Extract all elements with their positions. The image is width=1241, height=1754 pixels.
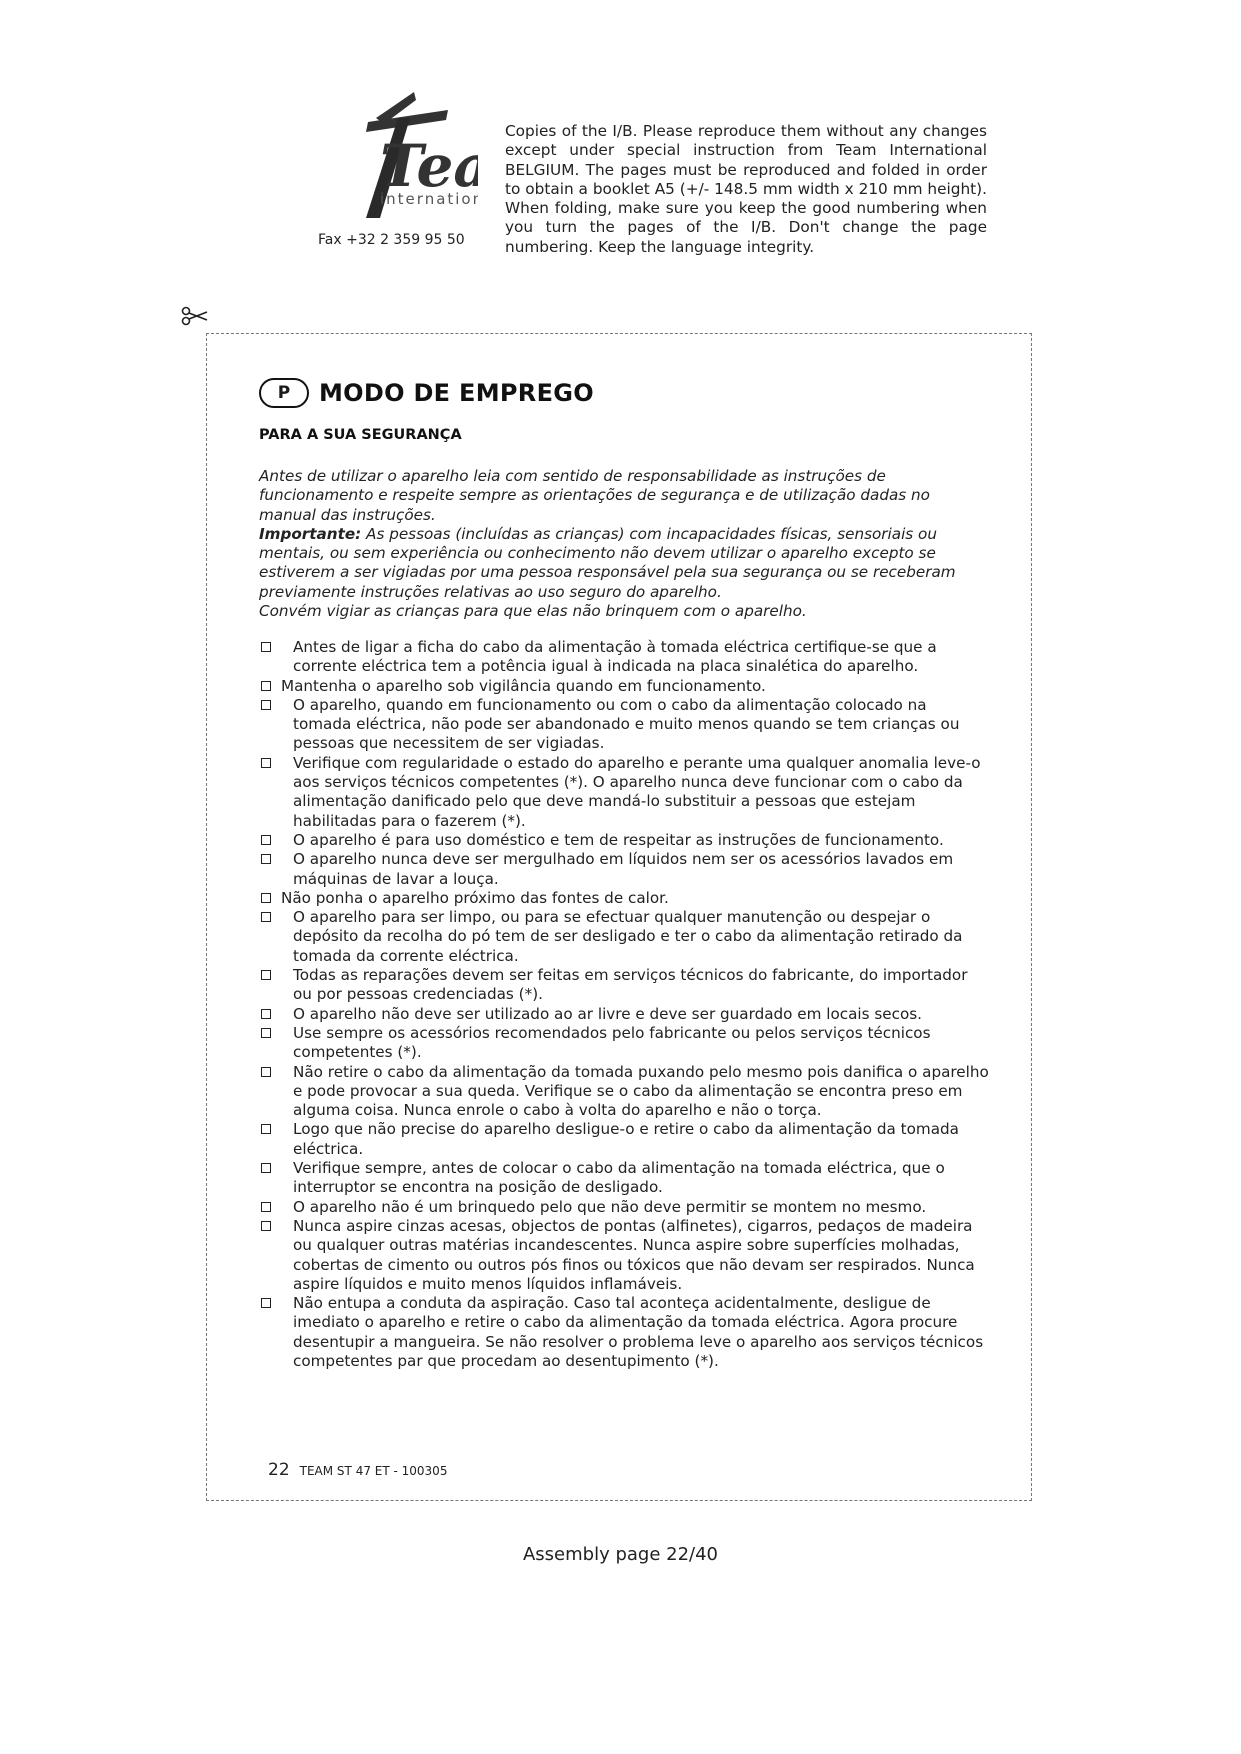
checkbox-bullet-icon [261, 758, 271, 768]
checkbox-bullet-icon [261, 1009, 271, 1019]
list-item: O aparelho não deve ser utilizado ao ar livre e deve ser guardado em locais secos. [259, 1005, 989, 1024]
checkbox-bullet-icon [261, 912, 271, 922]
list-item: O aparelho, quando em funcionamento ou com o cabo da alimentação colocado na tomada eléctrica, não pode ser abandonado e muito menos quando se tem crianças ou pessoas que necessitem de ser vigiadas. [259, 696, 989, 754]
logo-wordmark: Te [380, 132, 454, 200]
manual-heading [259, 376, 594, 410]
checkbox-bullet-icon [261, 854, 271, 864]
children-note: Convém vigiar as crianças para que elas não brinquem com o aparelho. [259, 602, 807, 621]
safety-bullet-list [259, 638, 989, 1371]
checkbox-bullet-icon [261, 1124, 271, 1134]
scissors-icon [180, 305, 210, 327]
document-code: TEAM ST 47 ET - 100305 [299, 1464, 448, 1478]
checkbox-bullet-icon [261, 1298, 271, 1308]
list-item: Antes de ligar a ficha do cabo da alimentação à tomada eléctrica certifique-se que a corrente eléctrica tem a potência igual à indicada na placa sinalética do aparelho. [259, 638, 989, 677]
checkbox-bullet-icon [261, 893, 271, 903]
list-item: Logo que não precise do aparelho desligue-o e retire o cabo da alimentação da tomada eléctrica. [259, 1120, 989, 1159]
list-item: Verifique sempre, antes de colocar o cabo da alimentação na tomada eléctrica, que o interruptor se encontra na posição de desligado. [259, 1159, 989, 1198]
checkbox-bullet-icon [261, 700, 271, 710]
list-item: Nunca aspire cinzas acesas, objectos de pontas (alfinetes), cigarros, pedaços de madeira ou qualquer outras matérias incandescentes. Nunca aspire sobre superfícies molhadas, cobertas de cimento ou outros pós finos ou tóxicos que não devam ser respirados. Nunca aspire líquidos e muito menos líquidos inflamáveis. [259, 1217, 989, 1294]
list-item: O aparelho é para uso doméstico e tem de respeitar as instruções de funcionamento. [259, 831, 989, 850]
list-item: Não ponha o aparelho próximo das fontes de calor. [259, 889, 989, 908]
important-paragraph [259, 525, 959, 602]
important-label: Importante: [259, 524, 362, 543]
list-item: Verifique com regularidade o estado do aparelho e perante uma qualquer anomalia leve-o aos serviços técnicos competentes (*). O aparelho nunca deve funcionar com o cabo da alimentação danificado pelo que deve mandá-lo substituir a pessoas que estejam habilitadas para o fazerem (*). [259, 754, 989, 831]
checkbox-bullet-icon [261, 835, 271, 845]
page-number: 22 [268, 1460, 290, 1480]
checkbox-bullet-icon [261, 1221, 271, 1231]
intro-paragraph: Antes de utilizar o aparelho leia com sentido de responsabilidade as instruções de funcionamento e respeite sempre as orientações de segurança e de utilização dadas no manual das instruções. [259, 467, 930, 524]
language-badge: P [259, 378, 309, 408]
list-item: O aparelho não é um brinquedo pelo que não deve permitir se montem no mesmo. [259, 1198, 989, 1217]
checkbox-bullet-icon [261, 1067, 271, 1077]
list-item: O aparelho nunca deve ser mergulhado em líquidos nem ser os acessórios lavados em máquinas de lavar a louça. [259, 850, 989, 889]
team-international-logo [318, 88, 478, 223]
important-text: As pessoas (incluídas as crianças) com incapacidades físicas, sensoriais ou mentais, ou sem experiência ou conhecimento não devem utilizar o aparelho excepto se estiverem a ser vigiadas por uma pessoa responsável pela sua segurança ou se receberam previamente instruções relativas ao uso seguro do aparelho. [259, 524, 956, 601]
safety-heading: PARA A SUA SEGURANÇA [259, 427, 462, 443]
assembly-page-label: Assembly page 22/40 [522, 1544, 719, 1565]
list-item: Todas as reparações devem ser feitas em serviços técnicos do fabricante, do importador ou por pessoas credenciadas (*). [259, 966, 989, 1005]
checkbox-bullet-icon [261, 1028, 271, 1038]
manual-title: MODO DE EMPREGO [319, 379, 594, 407]
fax-number: Fax +32 2 359 95 50 [318, 232, 465, 248]
safety-intro [259, 467, 959, 621]
list-item: O aparelho para ser limpo, ou para se efectuar qualquer manutenção ou despejar o depósito da recolha do pó tem de ser desligado e ter o cabo da alimentação retirado da tomada da corrente eléctrica. [259, 908, 989, 966]
checkbox-bullet-icon [261, 1202, 271, 1212]
checkbox-bullet-icon [261, 642, 271, 652]
list-item: Mantenha o aparelho sob vigilância quando em funcionamento. [259, 677, 989, 696]
list-item: Não entupa a conduta da aspiração. Caso tal aconteça acidentalmente, desligue de imediato o aparelho e retire o cabo da alimentação da tomada eléctrica. Agora procure desentupir a mangueira. Se não resolver o problema leve o aparelho aos serviços técnicos competentes par que procedam ao desentupimento (*). [259, 1294, 989, 1371]
logo-subtext: internatio [380, 190, 473, 208]
list-item: Não retire o cabo da alimentação da tomada puxando pelo mesmo pois danifica o aparelho e pode provocar a sua queda. Verifique se o cabo da alimentação se encontra preso em alguma coisa. Nunca enrole o cabo à volta do aparelho e não o torça. [259, 1063, 989, 1121]
list-item: Use sempre os acessórios recomendados pelo fabricante ou pelos serviços técnicos competentes (*). [259, 1024, 989, 1063]
checkbox-bullet-icon [261, 1163, 271, 1173]
page-footer [268, 1460, 447, 1480]
copies-instructions: Copies of the I/B. Please reproduce them without any changes except under special instruction from Team International BELGIUM. The pages must be reproduced and folded in order to obtain a booklet A5 (+/- 148.5 mm width x 210 mm height). When folding, make sure you keep the good numbering when you turn the pages of the I/B. Don't change the page numbering. Keep the language integrity. [505, 122, 987, 256]
checkbox-bullet-icon [261, 970, 271, 980]
checkbox-bullet-icon [261, 681, 271, 691]
